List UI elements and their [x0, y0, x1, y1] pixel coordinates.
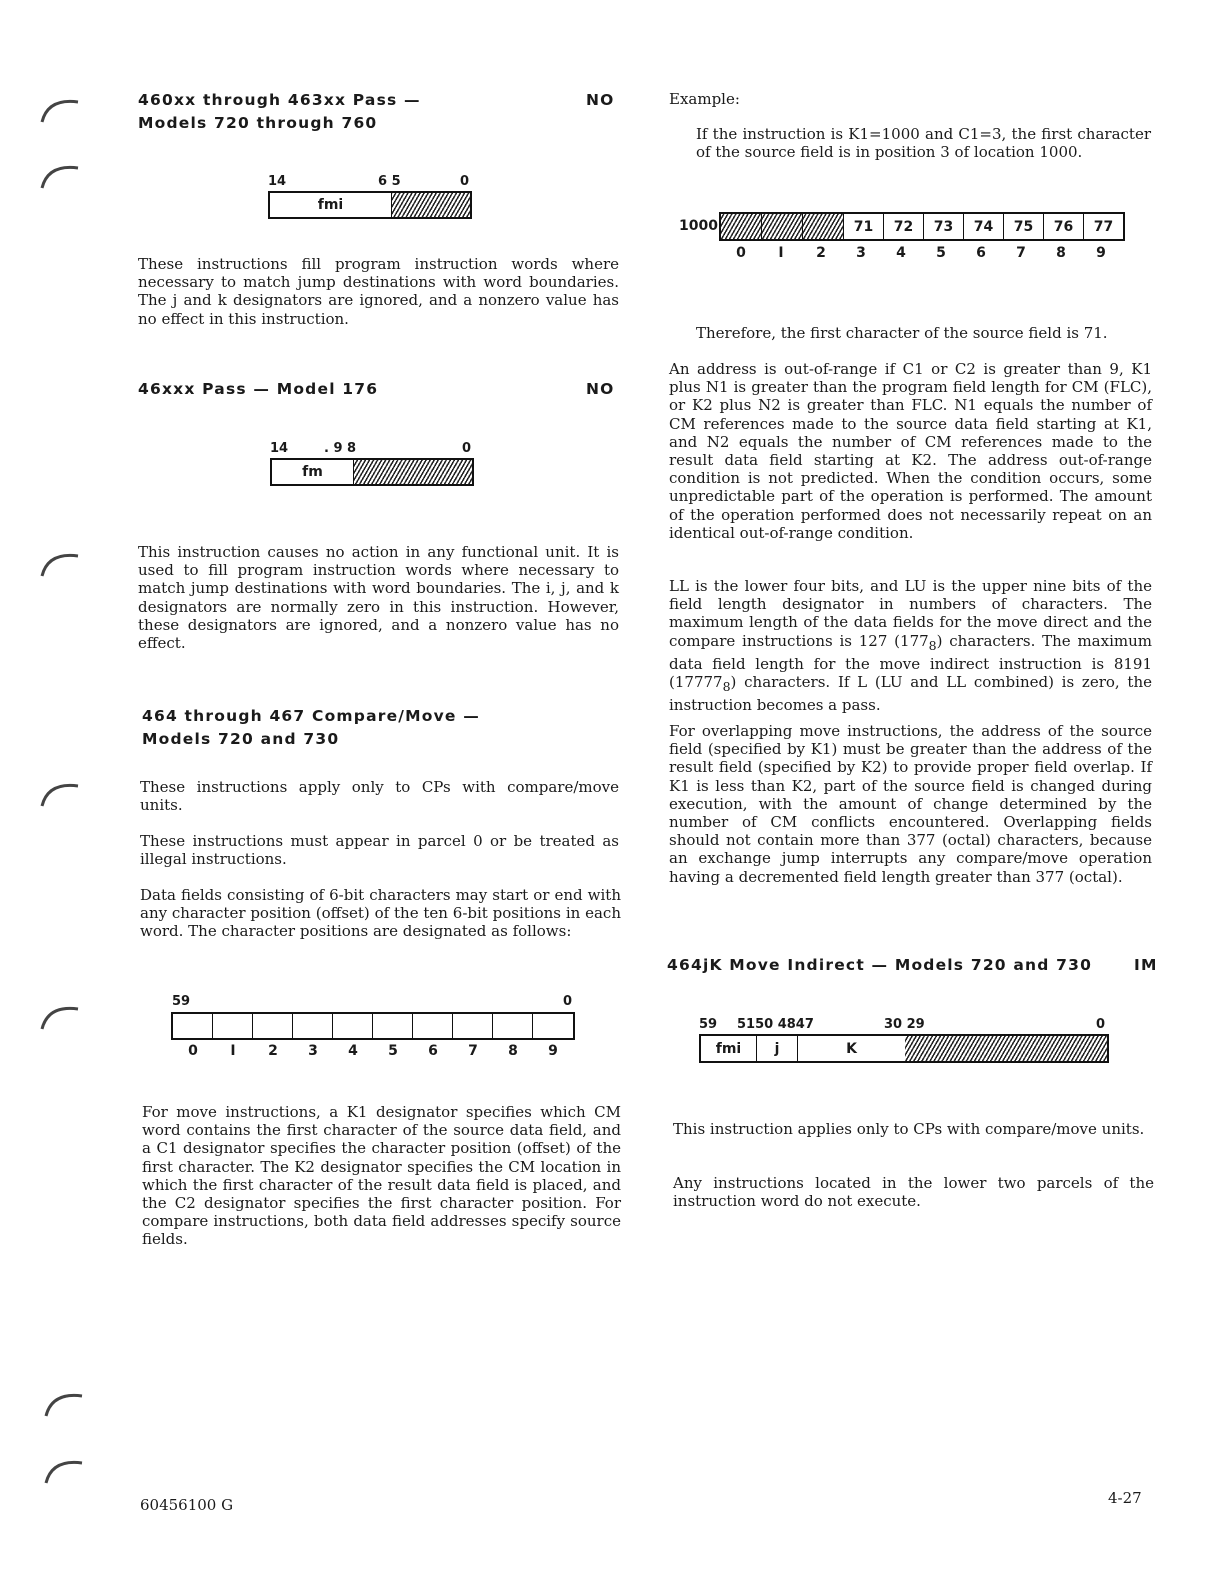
position-label: 0 — [736, 245, 746, 261]
position-label: 7 — [1016, 245, 1026, 261]
unused-field-hatch — [392, 193, 470, 217]
example-word-diagram — [719, 212, 1125, 241]
binder-hole-mark — [30, 993, 90, 1053]
model-flag: IM — [1134, 956, 1158, 974]
bit-label: 0 — [462, 441, 472, 456]
example-text: If the instruction is K1=1000 and C1=3, the first character of the source field is in position 3 of location 1000. — [696, 125, 1151, 162]
bit-label: 30 29 — [884, 1017, 925, 1032]
bit-label: 0 — [1096, 1017, 1106, 1032]
position-label: 3 — [308, 1043, 318, 1059]
field-j: j — [757, 1036, 798, 1061]
page-number: 4-27 — [1108, 1489, 1142, 1507]
word-cell — [253, 1014, 293, 1038]
character-position-word-diagram — [171, 1012, 575, 1040]
bit-label: 14 — [268, 174, 287, 189]
text-run: ) characters. The maximum data field length for the move indirect instruction is 8191 (17777 — [669, 631, 1152, 692]
field-k: K — [846, 1040, 857, 1057]
position-label: 5 — [936, 245, 946, 261]
position-label: 6 — [428, 1043, 438, 1059]
character-cell: 72 — [884, 214, 924, 239]
bit-label: 14 — [270, 441, 289, 456]
section-title-move-indirect: 464jK Move Indirect — Models 720 and 730 — [667, 956, 1093, 974]
document-number: 60456100 G — [140, 1496, 234, 1514]
word-cell — [173, 1014, 213, 1038]
character-cell: 77 — [1093, 218, 1114, 235]
model-flag: NO — [586, 380, 615, 398]
position-label: 8 — [1056, 245, 1066, 261]
binder-hole-mark — [34, 1380, 94, 1440]
bit-label: 0 — [460, 174, 470, 189]
section-title-line: Models 720 and 730 — [142, 730, 340, 748]
bit-label: 59 — [699, 1017, 718, 1032]
character-cell: 76 — [1044, 214, 1084, 239]
word-cell — [293, 1014, 333, 1038]
position-label: 2 — [268, 1043, 278, 1059]
unused-field-hatch — [905, 1036, 1107, 1061]
paragraph: These instructions must appear in parcel 0 or be treated as illegal instructions. — [140, 832, 619, 869]
field-fm: fm — [272, 460, 354, 484]
paragraph: These instructions apply only to CPs with compare/move units. — [140, 778, 619, 815]
position-label: 7 — [468, 1043, 478, 1059]
position-label: 9 — [548, 1043, 558, 1059]
octal-subscript: 8 — [722, 679, 731, 695]
position-label: 6 — [976, 245, 986, 261]
position-label: 4 — [896, 245, 906, 261]
position-label: 8 — [508, 1043, 518, 1059]
section-title-line: 460xx through 463xx Pass — — [138, 91, 421, 109]
position-label: 2 — [816, 245, 826, 261]
character-cell: 75 — [1004, 214, 1044, 239]
paragraph: This instruction applies only to CPs with compare/move units. — [673, 1120, 1145, 1138]
word-cell — [413, 1014, 453, 1038]
position-label: 3 — [856, 245, 866, 261]
paragraph: Data fields consisting of 6-bit characters may start or end with any character position (offset) of the ten 6-bit positions in each word. The character positions are designated as follows: — [140, 886, 621, 941]
position-label: I — [230, 1043, 236, 1059]
unused-field-hatch — [354, 460, 472, 484]
text-run: LL is the lower four bits, and LU is the upper nine bits of the field length designator in numbers of characters. The maximum length of the data fields for the move direct and the compare instructions is 127 (177 — [669, 577, 1152, 650]
position-label: 9 — [1096, 245, 1106, 261]
unused-position-hatch — [803, 214, 844, 239]
section-title-line: Models 720 through 760 — [138, 114, 378, 132]
position-label: I — [778, 245, 784, 261]
paragraph: This instruction causes no action in any functional unit. It is used to fill program instruction words where necessary to match jump destinations with word boundaries. The i, j, and k designators are normally zero in this instruction. However, these designators are ignored, and a nonzero value has no effect. — [138, 543, 619, 653]
example-conclusion: Therefore, the first character of the source field is 71. — [696, 324, 1108, 342]
binder-hole-mark — [30, 770, 90, 830]
bit-label: 0 — [563, 994, 573, 1009]
paragraph: An address is out-of-range if C1 or C2 is greater than 9, K1 plus N1 is greater than the program field length for CM (FLC), or K2 plus N2 is greater than FLC. N1 equals the number of CM references made to the source data field starting at K1, and N2 equals the number of CM references made to the result data field starting at K2. The address out-of-range condition is not predicted. When the condition occurs, some unpredictable part of the operation is performed. The amount of the operation performed does not necessarily repeat on an identical out-of-range condition. — [669, 360, 1152, 542]
instruction-format-diagram — [268, 191, 472, 219]
octal-subscript: 8 — [928, 637, 937, 653]
paragraph: For move instructions, a K1 designator specifies which CM word contains the first character of the source data field, and a C1 designator specifies the character position (offset) of the first character. The K2 designator specifies the CM location in which the first character of the result data field is placed, and the C2 designator specifies the first character position. For compare instructions, both data field addresses specify source fields. — [142, 1103, 621, 1249]
section-title-pass-176: 46xxx Pass — Model 176 — [138, 380, 379, 398]
position-label: 0 — [188, 1043, 198, 1059]
word-cell — [213, 1014, 253, 1038]
model-flag: NO — [586, 91, 615, 109]
bit-label: 5150 4847 — [737, 1017, 814, 1032]
binder-hole-mark — [30, 86, 90, 146]
paragraph-field-length — [669, 577, 1152, 714]
paragraph: Any instructions located in the lower two parcels of the instruction word do not execute. — [673, 1174, 1154, 1211]
unused-position-hatch — [762, 214, 803, 239]
field-fmi: fmi — [270, 193, 392, 217]
binder-hole-mark — [34, 1447, 94, 1507]
word-cell — [373, 1014, 413, 1038]
position-label: 5 — [388, 1043, 398, 1059]
instruction-format-diagram — [270, 458, 474, 486]
bit-label: . 9 8 — [324, 441, 357, 456]
section-title-line: 464 through 467 Compare/Move — — [142, 707, 480, 725]
text-run: ) characters. If L (LU and LL combined) is zero, the instruction becomes a pass. — [669, 673, 1152, 715]
unused-position-hatch — [721, 214, 762, 239]
character-cell: 71 — [844, 214, 884, 239]
example-label: Example: — [669, 90, 740, 108]
bit-label: 59 — [172, 994, 191, 1009]
instruction-format-diagram — [699, 1034, 1109, 1063]
position-label: 4 — [348, 1043, 358, 1059]
binder-hole-mark — [30, 540, 90, 600]
word-address-label: 1000 — [679, 218, 718, 234]
word-cell — [493, 1014, 533, 1038]
bit-label: 6 5 — [378, 174, 401, 189]
word-cell — [533, 1014, 573, 1038]
character-cell: 73 — [924, 214, 964, 239]
binder-hole-mark — [30, 152, 90, 212]
section-title-pass-720-760 — [138, 89, 421, 135]
character-cell: 74 — [964, 214, 1004, 239]
paragraph: For overlapping move instructions, the address of the source field (specified by K1) must be greater than the address of the result field (specified by K2) to provide proper field overlap. If K1 is less than K2, part of the source field is changed during execution, with the amount of change determined by the number of CM conflicts encountered. Overlapping fields should not contain more than 377 (octal) characters, because an exchange jump interrupts any compare/move operation having a decremented field length greater than 377 (octal). — [669, 722, 1152, 886]
section-title-compare-move — [142, 705, 480, 751]
field-fmi: fmi — [701, 1036, 757, 1061]
paragraph: These instructions fill program instruction words where necessary to match jump destinations with word boundaries. The j and k designators are ignored, and a nonzero value has no effect in this instruction. — [138, 255, 619, 328]
word-cell — [333, 1014, 373, 1038]
word-cell — [453, 1014, 493, 1038]
